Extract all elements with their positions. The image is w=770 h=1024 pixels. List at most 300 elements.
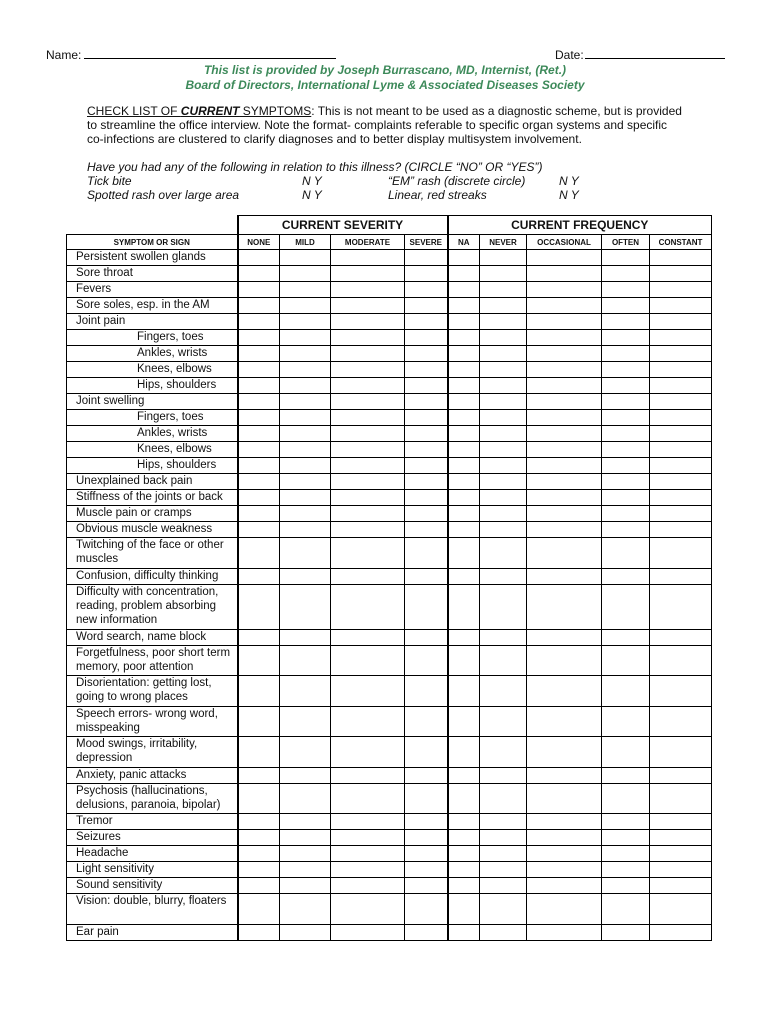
rating-cell[interactable] bbox=[448, 282, 480, 298]
rating-cell[interactable] bbox=[448, 410, 480, 426]
rating-cell[interactable] bbox=[238, 410, 280, 426]
rating-cell[interactable] bbox=[527, 814, 602, 830]
rating-cell[interactable] bbox=[238, 426, 280, 442]
rating-cell[interactable] bbox=[448, 924, 480, 940]
rating-cell[interactable] bbox=[280, 362, 331, 378]
rating-cell[interactable] bbox=[480, 737, 527, 768]
rating-cell[interactable] bbox=[405, 676, 448, 707]
rating-cell[interactable] bbox=[280, 737, 331, 768]
rating-cell[interactable] bbox=[280, 629, 331, 645]
rating-cell[interactable] bbox=[405, 568, 448, 584]
rating-cell[interactable] bbox=[448, 442, 480, 458]
rating-cell[interactable] bbox=[480, 442, 527, 458]
rating-cell[interactable] bbox=[527, 410, 602, 426]
rating-cell[interactable] bbox=[650, 862, 712, 878]
rating-cell[interactable] bbox=[480, 474, 527, 490]
rating-cell[interactable] bbox=[448, 490, 480, 506]
rating-cell[interactable] bbox=[448, 783, 480, 814]
rating-cell[interactable] bbox=[238, 878, 280, 894]
rating-cell[interactable] bbox=[602, 629, 650, 645]
rating-cell[interactable] bbox=[602, 330, 650, 346]
rating-cell[interactable] bbox=[238, 330, 280, 346]
rating-cell[interactable] bbox=[238, 706, 280, 737]
rating-cell[interactable] bbox=[480, 410, 527, 426]
rating-cell[interactable] bbox=[448, 767, 480, 783]
rating-cell[interactable] bbox=[448, 378, 480, 394]
rating-cell[interactable] bbox=[480, 522, 527, 538]
rating-cell[interactable] bbox=[650, 629, 712, 645]
rating-cell[interactable] bbox=[405, 266, 448, 282]
rating-cell[interactable] bbox=[280, 676, 331, 707]
rating-cell[interactable] bbox=[480, 490, 527, 506]
rating-cell[interactable] bbox=[405, 394, 448, 410]
rating-cell[interactable] bbox=[448, 250, 480, 266]
rating-cell[interactable] bbox=[405, 894, 448, 925]
rating-cell[interactable] bbox=[480, 676, 527, 707]
rating-cell[interactable] bbox=[405, 474, 448, 490]
rating-cell[interactable] bbox=[331, 894, 405, 925]
rating-cell[interactable] bbox=[405, 506, 448, 522]
rating-cell[interactable] bbox=[650, 250, 712, 266]
rating-cell[interactable] bbox=[602, 298, 650, 314]
question-answer[interactable]: N Y bbox=[559, 174, 579, 188]
rating-cell[interactable] bbox=[280, 538, 331, 569]
rating-cell[interactable] bbox=[405, 442, 448, 458]
rating-cell[interactable] bbox=[280, 830, 331, 846]
rating-cell[interactable] bbox=[331, 814, 405, 830]
rating-cell[interactable] bbox=[650, 266, 712, 282]
rating-cell[interactable] bbox=[480, 426, 527, 442]
rating-cell[interactable] bbox=[527, 442, 602, 458]
rating-cell[interactable] bbox=[480, 814, 527, 830]
rating-cell[interactable] bbox=[650, 584, 712, 629]
rating-cell[interactable] bbox=[527, 878, 602, 894]
rating-cell[interactable] bbox=[280, 846, 331, 862]
rating-cell[interactable] bbox=[448, 330, 480, 346]
rating-cell[interactable] bbox=[602, 676, 650, 707]
rating-cell[interactable] bbox=[238, 522, 280, 538]
rating-cell[interactable] bbox=[448, 474, 480, 490]
rating-cell[interactable] bbox=[405, 814, 448, 830]
rating-cell[interactable] bbox=[238, 250, 280, 266]
rating-cell[interactable] bbox=[527, 846, 602, 862]
rating-cell[interactable] bbox=[527, 568, 602, 584]
rating-cell[interactable] bbox=[448, 266, 480, 282]
rating-cell[interactable] bbox=[448, 814, 480, 830]
rating-cell[interactable] bbox=[405, 362, 448, 378]
rating-cell[interactable] bbox=[331, 298, 405, 314]
rating-cell[interactable] bbox=[480, 783, 527, 814]
rating-cell[interactable] bbox=[602, 490, 650, 506]
rating-cell[interactable] bbox=[448, 737, 480, 768]
rating-cell[interactable] bbox=[650, 282, 712, 298]
rating-cell[interactable] bbox=[650, 783, 712, 814]
rating-cell[interactable] bbox=[331, 442, 405, 458]
rating-cell[interactable] bbox=[480, 706, 527, 737]
rating-cell[interactable] bbox=[650, 474, 712, 490]
rating-cell[interactable] bbox=[527, 737, 602, 768]
rating-cell[interactable] bbox=[238, 538, 280, 569]
rating-cell[interactable] bbox=[602, 426, 650, 442]
rating-cell[interactable] bbox=[602, 645, 650, 676]
rating-cell[interactable] bbox=[602, 894, 650, 925]
rating-cell[interactable] bbox=[238, 394, 280, 410]
rating-cell[interactable] bbox=[280, 490, 331, 506]
rating-cell[interactable] bbox=[650, 846, 712, 862]
rating-cell[interactable] bbox=[331, 474, 405, 490]
rating-cell[interactable] bbox=[405, 878, 448, 894]
rating-cell[interactable] bbox=[602, 830, 650, 846]
rating-cell[interactable] bbox=[331, 378, 405, 394]
rating-cell[interactable] bbox=[650, 767, 712, 783]
rating-cell[interactable] bbox=[331, 676, 405, 707]
rating-cell[interactable] bbox=[331, 862, 405, 878]
rating-cell[interactable] bbox=[280, 924, 331, 940]
rating-cell[interactable] bbox=[527, 830, 602, 846]
rating-cell[interactable] bbox=[650, 394, 712, 410]
rating-cell[interactable] bbox=[448, 584, 480, 629]
rating-cell[interactable] bbox=[650, 676, 712, 707]
rating-cell[interactable] bbox=[405, 706, 448, 737]
rating-cell[interactable] bbox=[405, 783, 448, 814]
rating-cell[interactable] bbox=[405, 737, 448, 768]
rating-cell[interactable] bbox=[280, 522, 331, 538]
rating-cell[interactable] bbox=[480, 378, 527, 394]
rating-cell[interactable] bbox=[238, 814, 280, 830]
rating-cell[interactable] bbox=[480, 568, 527, 584]
rating-cell[interactable] bbox=[480, 506, 527, 522]
rating-cell[interactable] bbox=[238, 737, 280, 768]
rating-cell[interactable] bbox=[527, 538, 602, 569]
rating-cell[interactable] bbox=[405, 538, 448, 569]
rating-cell[interactable] bbox=[280, 282, 331, 298]
rating-cell[interactable] bbox=[527, 522, 602, 538]
rating-cell[interactable] bbox=[602, 767, 650, 783]
name-field[interactable] bbox=[46, 46, 336, 62]
rating-cell[interactable] bbox=[448, 830, 480, 846]
rating-cell[interactable] bbox=[527, 426, 602, 442]
rating-cell[interactable] bbox=[448, 394, 480, 410]
rating-cell[interactable] bbox=[602, 394, 650, 410]
rating-cell[interactable] bbox=[602, 314, 650, 330]
rating-cell[interactable] bbox=[405, 410, 448, 426]
rating-cell[interactable] bbox=[602, 522, 650, 538]
rating-cell[interactable] bbox=[527, 394, 602, 410]
rating-cell[interactable] bbox=[280, 378, 331, 394]
rating-cell[interactable] bbox=[602, 706, 650, 737]
rating-cell[interactable] bbox=[650, 894, 712, 925]
rating-cell[interactable] bbox=[280, 767, 331, 783]
rating-cell[interactable] bbox=[650, 490, 712, 506]
rating-cell[interactable] bbox=[280, 506, 331, 522]
rating-cell[interactable] bbox=[280, 314, 331, 330]
date-field[interactable] bbox=[555, 46, 725, 62]
rating-cell[interactable] bbox=[238, 783, 280, 814]
rating-cell[interactable] bbox=[602, 568, 650, 584]
rating-cell[interactable] bbox=[238, 506, 280, 522]
rating-cell[interactable] bbox=[405, 846, 448, 862]
rating-cell[interactable] bbox=[602, 282, 650, 298]
rating-cell[interactable] bbox=[238, 474, 280, 490]
rating-cell[interactable] bbox=[650, 506, 712, 522]
rating-cell[interactable] bbox=[405, 250, 448, 266]
rating-cell[interactable] bbox=[405, 346, 448, 362]
rating-cell[interactable] bbox=[480, 878, 527, 894]
rating-cell[interactable] bbox=[238, 584, 280, 629]
rating-cell[interactable] bbox=[527, 894, 602, 925]
rating-cell[interactable] bbox=[405, 629, 448, 645]
rating-cell[interactable] bbox=[280, 250, 331, 266]
rating-cell[interactable] bbox=[527, 346, 602, 362]
question-answer[interactable]: N Y bbox=[302, 174, 322, 188]
rating-cell[interactable] bbox=[480, 266, 527, 282]
rating-cell[interactable] bbox=[602, 442, 650, 458]
rating-cell[interactable] bbox=[448, 568, 480, 584]
rating-cell[interactable] bbox=[527, 506, 602, 522]
rating-cell[interactable] bbox=[238, 266, 280, 282]
rating-cell[interactable] bbox=[280, 458, 331, 474]
rating-cell[interactable] bbox=[238, 314, 280, 330]
rating-cell[interactable] bbox=[650, 298, 712, 314]
rating-cell[interactable] bbox=[480, 538, 527, 569]
rating-cell[interactable] bbox=[448, 629, 480, 645]
rating-cell[interactable] bbox=[238, 629, 280, 645]
rating-cell[interactable] bbox=[448, 346, 480, 362]
rating-cell[interactable] bbox=[238, 767, 280, 783]
rating-cell[interactable] bbox=[602, 862, 650, 878]
rating-cell[interactable] bbox=[602, 506, 650, 522]
rating-cell[interactable] bbox=[527, 250, 602, 266]
rating-cell[interactable] bbox=[650, 346, 712, 362]
rating-cell[interactable] bbox=[405, 645, 448, 676]
rating-cell[interactable] bbox=[602, 783, 650, 814]
rating-cell[interactable] bbox=[405, 330, 448, 346]
rating-cell[interactable] bbox=[602, 266, 650, 282]
rating-cell[interactable] bbox=[280, 862, 331, 878]
rating-cell[interactable] bbox=[480, 924, 527, 940]
rating-cell[interactable] bbox=[238, 458, 280, 474]
rating-cell[interactable] bbox=[280, 426, 331, 442]
rating-cell[interactable] bbox=[405, 314, 448, 330]
rating-cell[interactable] bbox=[405, 298, 448, 314]
rating-cell[interactable] bbox=[527, 783, 602, 814]
rating-cell[interactable] bbox=[480, 894, 527, 925]
rating-cell[interactable] bbox=[405, 378, 448, 394]
rating-cell[interactable] bbox=[480, 362, 527, 378]
rating-cell[interactable] bbox=[480, 250, 527, 266]
rating-cell[interactable] bbox=[331, 783, 405, 814]
rating-cell[interactable] bbox=[527, 314, 602, 330]
rating-cell[interactable] bbox=[480, 862, 527, 878]
rating-cell[interactable] bbox=[448, 458, 480, 474]
rating-cell[interactable] bbox=[527, 862, 602, 878]
rating-cell[interactable] bbox=[527, 298, 602, 314]
rating-cell[interactable] bbox=[650, 706, 712, 737]
rating-cell[interactable] bbox=[331, 330, 405, 346]
rating-cell[interactable] bbox=[280, 474, 331, 490]
rating-cell[interactable] bbox=[650, 410, 712, 426]
rating-cell[interactable] bbox=[280, 568, 331, 584]
rating-cell[interactable] bbox=[238, 362, 280, 378]
rating-cell[interactable] bbox=[650, 814, 712, 830]
rating-cell[interactable] bbox=[650, 737, 712, 768]
date-line[interactable] bbox=[585, 46, 725, 59]
rating-cell[interactable] bbox=[480, 394, 527, 410]
rating-cell[interactable] bbox=[238, 862, 280, 878]
rating-cell[interactable] bbox=[331, 878, 405, 894]
rating-cell[interactable] bbox=[527, 584, 602, 629]
rating-cell[interactable] bbox=[448, 862, 480, 878]
rating-cell[interactable] bbox=[527, 676, 602, 707]
rating-cell[interactable] bbox=[650, 538, 712, 569]
rating-cell[interactable] bbox=[280, 410, 331, 426]
rating-cell[interactable] bbox=[602, 362, 650, 378]
rating-cell[interactable] bbox=[331, 645, 405, 676]
rating-cell[interactable] bbox=[405, 584, 448, 629]
rating-cell[interactable] bbox=[527, 629, 602, 645]
rating-cell[interactable] bbox=[650, 878, 712, 894]
rating-cell[interactable] bbox=[331, 538, 405, 569]
rating-cell[interactable] bbox=[448, 645, 480, 676]
rating-cell[interactable] bbox=[331, 458, 405, 474]
rating-cell[interactable] bbox=[448, 522, 480, 538]
rating-cell[interactable] bbox=[280, 783, 331, 814]
rating-cell[interactable] bbox=[448, 298, 480, 314]
rating-cell[interactable] bbox=[480, 282, 527, 298]
rating-cell[interactable] bbox=[238, 442, 280, 458]
rating-cell[interactable] bbox=[602, 538, 650, 569]
rating-cell[interactable] bbox=[527, 924, 602, 940]
question-answer[interactable]: N Y bbox=[559, 188, 579, 202]
rating-cell[interactable] bbox=[527, 378, 602, 394]
rating-cell[interactable] bbox=[238, 894, 280, 925]
rating-cell[interactable] bbox=[527, 330, 602, 346]
rating-cell[interactable] bbox=[280, 814, 331, 830]
rating-cell[interactable] bbox=[238, 676, 280, 707]
rating-cell[interactable] bbox=[480, 846, 527, 862]
rating-cell[interactable] bbox=[331, 568, 405, 584]
rating-cell[interactable] bbox=[448, 706, 480, 737]
rating-cell[interactable] bbox=[602, 924, 650, 940]
rating-cell[interactable] bbox=[331, 394, 405, 410]
rating-cell[interactable] bbox=[280, 584, 331, 629]
rating-cell[interactable] bbox=[280, 298, 331, 314]
rating-cell[interactable] bbox=[527, 362, 602, 378]
rating-cell[interactable] bbox=[650, 522, 712, 538]
question-answer[interactable]: N Y bbox=[302, 188, 322, 202]
rating-cell[interactable] bbox=[280, 346, 331, 362]
rating-cell[interactable] bbox=[602, 737, 650, 768]
rating-cell[interactable] bbox=[527, 474, 602, 490]
rating-cell[interactable] bbox=[602, 458, 650, 474]
rating-cell[interactable] bbox=[602, 584, 650, 629]
rating-cell[interactable] bbox=[280, 330, 331, 346]
rating-cell[interactable] bbox=[331, 629, 405, 645]
rating-cell[interactable] bbox=[331, 924, 405, 940]
rating-cell[interactable] bbox=[527, 458, 602, 474]
rating-cell[interactable] bbox=[480, 629, 527, 645]
rating-cell[interactable] bbox=[448, 362, 480, 378]
rating-cell[interactable] bbox=[331, 314, 405, 330]
rating-cell[interactable] bbox=[280, 878, 331, 894]
rating-cell[interactable] bbox=[331, 584, 405, 629]
rating-cell[interactable] bbox=[602, 814, 650, 830]
rating-cell[interactable] bbox=[527, 645, 602, 676]
rating-cell[interactable] bbox=[331, 282, 405, 298]
rating-cell[interactable] bbox=[280, 645, 331, 676]
rating-cell[interactable] bbox=[331, 767, 405, 783]
rating-cell[interactable] bbox=[650, 330, 712, 346]
rating-cell[interactable] bbox=[602, 410, 650, 426]
rating-cell[interactable] bbox=[331, 426, 405, 442]
rating-cell[interactable] bbox=[238, 298, 280, 314]
rating-cell[interactable] bbox=[602, 250, 650, 266]
rating-cell[interactable] bbox=[480, 830, 527, 846]
rating-cell[interactable] bbox=[448, 676, 480, 707]
rating-cell[interactable] bbox=[480, 584, 527, 629]
rating-cell[interactable] bbox=[238, 830, 280, 846]
rating-cell[interactable] bbox=[238, 924, 280, 940]
rating-cell[interactable] bbox=[405, 862, 448, 878]
rating-cell[interactable] bbox=[650, 442, 712, 458]
rating-cell[interactable] bbox=[480, 298, 527, 314]
rating-cell[interactable] bbox=[650, 568, 712, 584]
rating-cell[interactable] bbox=[527, 706, 602, 737]
rating-cell[interactable] bbox=[331, 346, 405, 362]
rating-cell[interactable] bbox=[480, 645, 527, 676]
rating-cell[interactable] bbox=[448, 426, 480, 442]
rating-cell[interactable] bbox=[331, 830, 405, 846]
rating-cell[interactable] bbox=[650, 924, 712, 940]
rating-cell[interactable] bbox=[238, 346, 280, 362]
rating-cell[interactable] bbox=[331, 706, 405, 737]
rating-cell[interactable] bbox=[448, 846, 480, 862]
rating-cell[interactable] bbox=[480, 330, 527, 346]
rating-cell[interactable] bbox=[527, 282, 602, 298]
rating-cell[interactable] bbox=[280, 394, 331, 410]
rating-cell[interactable] bbox=[280, 894, 331, 925]
rating-cell[interactable] bbox=[331, 266, 405, 282]
rating-cell[interactable] bbox=[650, 830, 712, 846]
rating-cell[interactable] bbox=[238, 846, 280, 862]
rating-cell[interactable] bbox=[238, 282, 280, 298]
rating-cell[interactable] bbox=[602, 474, 650, 490]
rating-cell[interactable] bbox=[480, 458, 527, 474]
rating-cell[interactable] bbox=[480, 346, 527, 362]
rating-cell[interactable] bbox=[405, 490, 448, 506]
rating-cell[interactable] bbox=[448, 314, 480, 330]
rating-cell[interactable] bbox=[602, 378, 650, 394]
rating-cell[interactable] bbox=[405, 282, 448, 298]
rating-cell[interactable] bbox=[650, 314, 712, 330]
rating-cell[interactable] bbox=[527, 266, 602, 282]
rating-cell[interactable] bbox=[527, 767, 602, 783]
rating-cell[interactable] bbox=[480, 314, 527, 330]
rating-cell[interactable] bbox=[405, 522, 448, 538]
rating-cell[interactable] bbox=[280, 266, 331, 282]
rating-cell[interactable] bbox=[331, 522, 405, 538]
rating-cell[interactable] bbox=[602, 878, 650, 894]
rating-cell[interactable] bbox=[238, 378, 280, 394]
rating-cell[interactable] bbox=[280, 706, 331, 737]
rating-cell[interactable] bbox=[480, 767, 527, 783]
rating-cell[interactable] bbox=[602, 846, 650, 862]
name-line[interactable] bbox=[84, 46, 336, 59]
rating-cell[interactable] bbox=[331, 410, 405, 426]
rating-cell[interactable] bbox=[238, 568, 280, 584]
rating-cell[interactable] bbox=[405, 426, 448, 442]
rating-cell[interactable] bbox=[238, 490, 280, 506]
